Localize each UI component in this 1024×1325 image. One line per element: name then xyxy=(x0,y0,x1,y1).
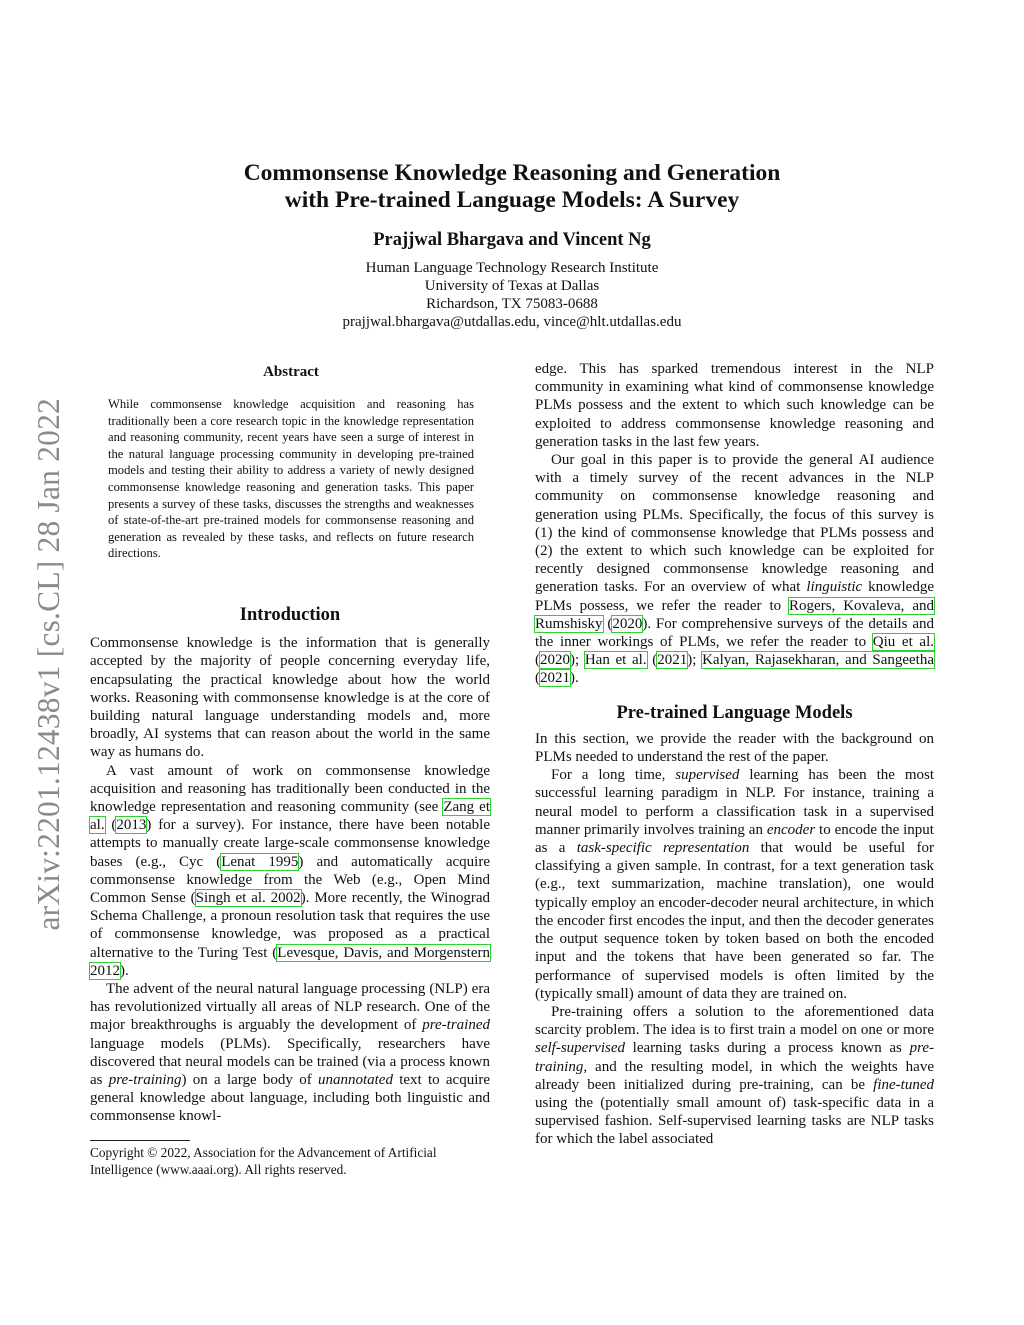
citation-link[interactable]: 2021 xyxy=(540,670,570,687)
title-line-2: with Pre-trained Language Models: A Survey xyxy=(284,187,740,213)
intro-paragraph-3: The advent of the neural natural language processing (NLP) era has revolutionized virtually all areas of NLP research. One of the major breakthroughs is arguably the development of pre-trained language models (PLMs). Specifically, researchers have discovered that neural models can be trained (via a process known as pre-training) on a large body of unannotated text to acquire general knowledge about language, including both linguistic and commonsense knowl- xyxy=(90,981,491,1125)
citation-link[interactable]: Kalyan, Rajasekharan, and Sangeetha xyxy=(702,652,935,669)
affiliation-university: University of Texas at Dallas xyxy=(424,278,600,294)
affiliation-institute: Human Language Technology Research Institute xyxy=(365,260,659,276)
affiliation-address: Richardson, TX 75083-0688 xyxy=(426,296,598,312)
affiliation xyxy=(112,259,912,331)
citation-link[interactable]: Singh et al. 2002 xyxy=(195,890,301,907)
introduction-heading: Introduction xyxy=(239,605,341,625)
goal-paragraph: Our goal in this paper is to provide the general AI audience with a timely survey of the recent advances in the NLP community on commonsense knowledge reasoning and generation using PLMs. Specifically, the focus of this survey is (1) the kind of commonsense knowledge that PLMs possess and (2) the extent to which such knowledge can be exploited for recently designed commonsense knowledge reasoning and generation tasks. For an overview of what linguistic knowledge PLMs possess, we refer the reader to Rogers, Kovaleva, and Rumshisky (2020). For comprehensive surveys of the details and the inner workings of PLMs, we refer the reader to Qiu et al. (2020); Han et al. (2021); Kalyan, Rajasekharan, and Sangeetha (2021). xyxy=(535,452,935,687)
plm-paragraph-1: In this section, we provide the reader with the background on PLMs needed to understand the rest of the paper. xyxy=(535,730,934,766)
arxiv-stamp-text: arXiv:2201.12438v1 [cs.CL] 28 Jan 2022 xyxy=(31,397,66,931)
abstract-heading: Abstract xyxy=(263,364,319,380)
author-emails: prajjwal.bhargava@utdallas.edu, vince@hlt.utdallas.edu xyxy=(342,314,682,330)
citation-link[interactable]: 2020 xyxy=(612,615,643,632)
citation-link[interactable]: Qiu et al. xyxy=(872,634,934,651)
citation-link[interactable]: Lenat 1995 xyxy=(221,853,299,870)
citation-link[interactable]: 2013 xyxy=(116,817,147,834)
left-column xyxy=(90,600,490,1126)
citation-link[interactable]: Zang et al. xyxy=(90,799,490,834)
plm-paragraph-3: Pre-training offers a solution to the aforementioned data scarcity problem. The idea is to first train a model on one or more self-supervised learning tasks during a process known as pre-training, and the resulting model, in which the weights have already been initialized during pre-training, can be fine-tuned using the (potentially small amount of) task-specific data in a supervised fashion. Self-supervised learning tasks are NLP tasks for which the label associated xyxy=(535,1003,934,1148)
plm-heading: Pre-trained Language Models xyxy=(616,702,853,723)
citation-link[interactable]: 2020 xyxy=(540,652,570,669)
abstract-text: While commonsense knowledge acquisition and reasoning has traditionally been a core research topic in the knowledge representation and reasoning community, recent years have seen a surge of interest in the natural language processing community in developing pre-trained models and testing their ability to address a variety of newly designed commonsense knowledge reasoning and generation tasks. This paper presents a survey of these tasks, discusses the strengths and weaknesses of state-of-the-art pre-trained models for commonsense reasoning and generation as revealed by these tasks, and reflects on future research directions. xyxy=(108,397,474,561)
plm-paragraph-2: For a long time, supervised learning has been the most successful learning paradigm in NLP. For instance, training a neural model to perform a classification task in a supervised manner primarily involves training an encoder to encode the input as a task-specific representation that would be useful for classifying a given sample. In contrast, for a text generation task (e.g., text summarization, machine translation), one would typically employ an encoder-decoder neural architecture, in which the encoder first encodes the input, and then the decoder generates the output sequence token by token based on both the encoded input and the tokens that have been generated so far. The performance of supervised models is often limited by the (typically small) amount of data they are trained on. xyxy=(535,767,934,1002)
intro-paragraph-1: Commonsense knowledge is the information that is generally accepted by the majority of people concerning everyday life, encapsulating the practical knowledge about how the world works. Reasoning with commonsense knowledge is at the core of building natural language understanding models and, more broadly, AI systems that can reason about the world in the same way as humans do. xyxy=(90,635,490,761)
citation-link[interactable]: 2021 xyxy=(657,652,688,669)
copyright-notice: Copyright © 2022, Association for the Advancement of Artificial Intelligence (www.aaai.org). All rights reserved. xyxy=(90,1145,437,1177)
citation-link[interactable]: Levesque, Davis, and Morgenstern 2012 xyxy=(90,944,490,979)
right-column xyxy=(535,360,934,1149)
authors: Prajjwal Bhargava and Vincent Ng xyxy=(373,230,651,250)
paper-title xyxy=(112,160,912,214)
right-paragraph-continued: edge. This has sparked tremendous interest in the NLP community in examining what kind of commonsense knowledge PLMs possess and the extent to which such knowledge can be exploited to address commonsense knowledge reasoning and generation tasks in the last few years. xyxy=(535,361,934,450)
citation-link[interactable]: Rogers, Kovaleva, and Rumshisky xyxy=(535,597,934,632)
title-line-1: Commonsense Knowledge Reasoning and Generation xyxy=(243,160,781,186)
intro-paragraph-2: A vast amount of work on commonsense knowledge acquisition and reasoning has traditionally been conducted in the knowledge representation and reasoning community (see Zang et al. (2013) for a survey). For instance, there have been notable attempts to manually create large-scale commonsense knowledge bases (e.g., Cyc (Lenat 1995) and automatically acquire commonsense knowledge from the Web (e.g., Open Mind Common Sense (Singh et al. 2002). More recently, the Winograd Schema Challenge, a pronoun resolution task that requires the use of commonsense knowledge, was proposed as a practical alternative to the Turing Test (Levesque, Davis, and Morgenstern 2012). xyxy=(90,762,491,979)
citation-link[interactable]: Han et al. xyxy=(584,652,647,669)
footnote-rule xyxy=(90,1140,190,1141)
arxiv-stamp xyxy=(26,360,72,968)
